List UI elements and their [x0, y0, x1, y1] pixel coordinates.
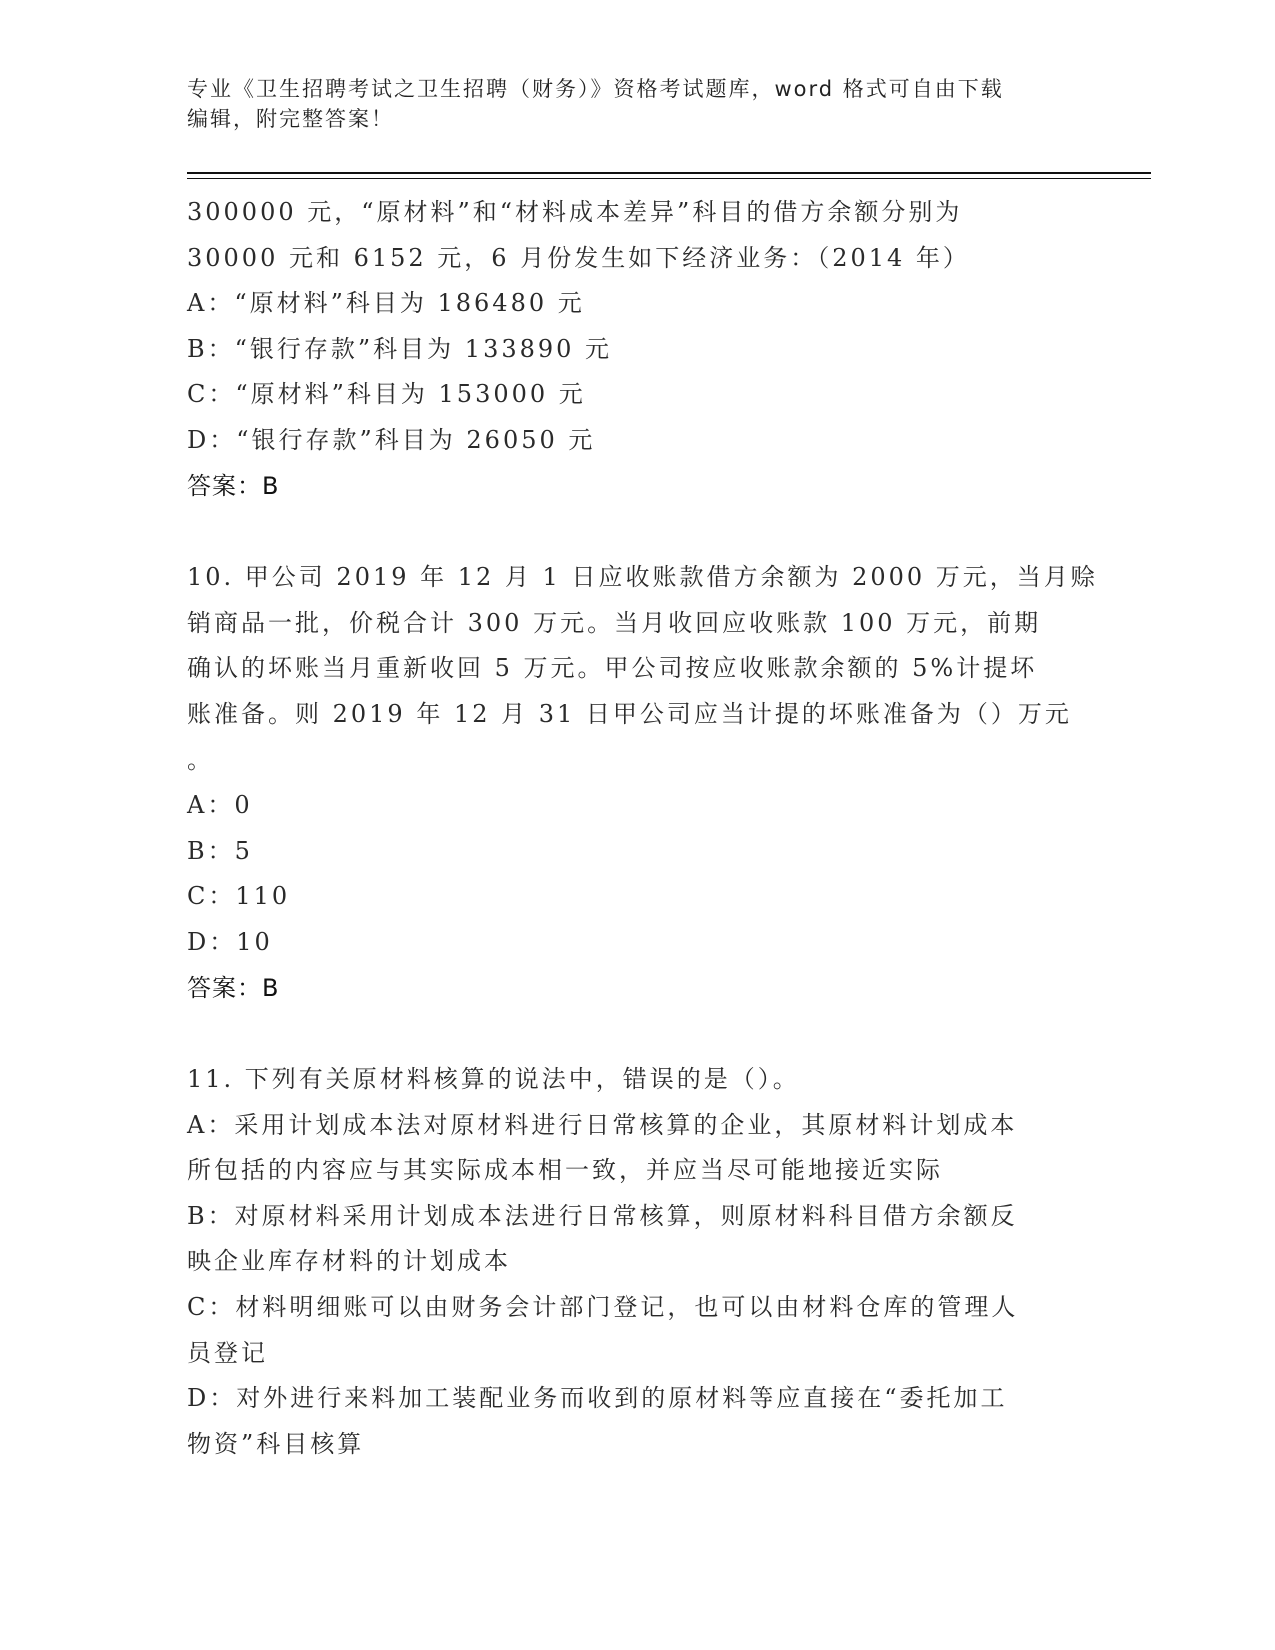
question-content [187, 190, 1098, 1467]
option-a: A：采用计划成本法对原材料进行日常核算的企业，其原材料计划成本 [187, 1110, 1018, 1139]
question-stem-line: 300000 元，“原材料”和“材料成本差异”科目的借方余额分别为 [187, 198, 963, 226]
question-stem-line: 10. 甲公司 2019 年 12 月 1 日应收账款借方余额为 2000 万元，当月赊 [187, 563, 1098, 592]
header-divider-thin [187, 178, 1151, 179]
option-a: A：“原材料”科目为 186480 元 [187, 289, 585, 318]
option-d: D：对外进行来料加工装配业务而收到的原材料等应直接在“委托加工 [187, 1384, 1008, 1413]
option-b-continued: 映企业库存材料的计划成本 [187, 1247, 511, 1276]
question-11 [187, 1057, 1087, 1467]
option-d: D：10 [187, 927, 273, 956]
option-a: A：0 [187, 791, 253, 820]
answer-line: 答案：B [187, 471, 280, 500]
question-stem-line: 销商品一批，价税合计 300 万元。当月收回应收账款 100 万元，前期 [187, 608, 1042, 637]
question-stem-line: 。 [187, 745, 214, 774]
question-stem-line: 11. 下列有关原材料核算的说法中，错误的是（）。 [187, 1065, 800, 1094]
answer-line: 答案：B [187, 973, 280, 1002]
option-c: C：“原材料”科目为 153000 元 [187, 380, 586, 409]
option-c: C：材料明细账可以由财务会计部门登记，也可以由材料仓库的管理人 [187, 1293, 1019, 1322]
option-d: D：“银行存款”科目为 26050 元 [187, 425, 596, 454]
document-header [187, 74, 1067, 134]
question-10 [187, 555, 1098, 1011]
option-c: C：110 [187, 882, 291, 911]
option-a-continued: 所包括的内容应与其实际成本相一致，并应当尽可能地接近实际 [187, 1156, 943, 1185]
question-stem-line: 确认的坏账当月重新收回 5 万元。甲公司按应收账款余额的 5%计提坏 [187, 654, 1038, 683]
option-c-continued: 员登记 [187, 1338, 268, 1367]
question-9 [187, 190, 1087, 509]
option-b: B：对原材料采用计划成本法进行日常核算，则原材料科目借方余额反 [187, 1201, 1018, 1230]
option-d-continued: 物资”科目核算 [187, 1429, 365, 1458]
question-stem-line: 30000 元和 6152 元，6 月份发生如下经济业务：（2014 年） [187, 243, 970, 272]
header-divider-thick [187, 172, 1151, 174]
question-stem-line: 账准备。则 2019 年 12 月 31 日甲公司应当计提的坏账准备为（）万元 [187, 699, 1072, 728]
header-line-2: 编辑，附完整答案！ [187, 107, 394, 131]
option-b: B：“银行存款”科目为 133890 元 [187, 334, 613, 363]
option-b: B：5 [187, 836, 253, 865]
header-line-1: 专业《卫生招聘考试之卫生招聘（财务）》资格考试题库，word 格式可自由下载 [187, 77, 1004, 101]
